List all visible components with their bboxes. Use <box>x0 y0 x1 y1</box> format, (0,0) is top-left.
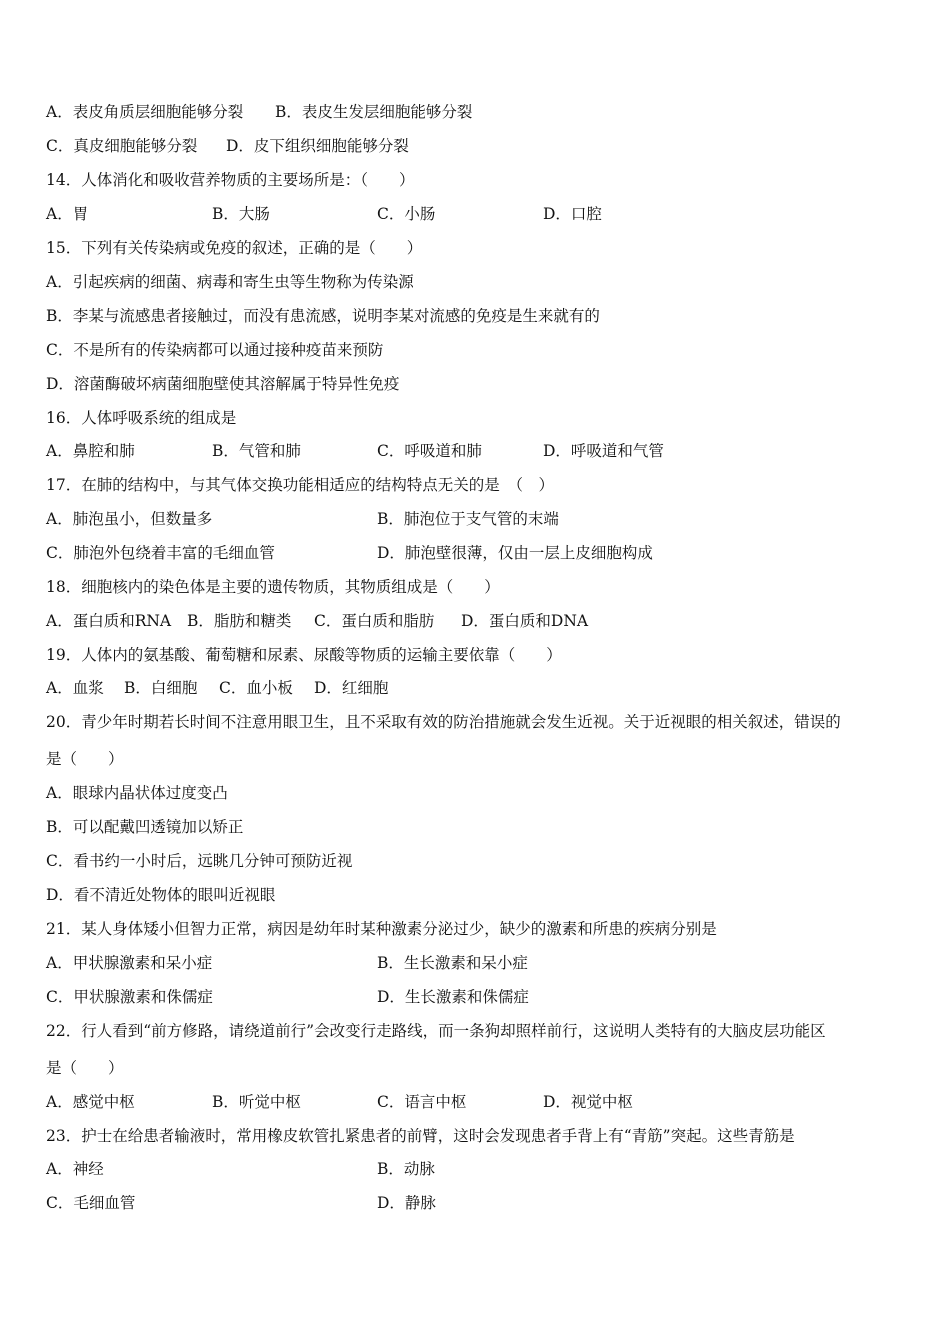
q22-option-c: C．语言中枢 <box>377 1093 467 1111</box>
q23-option-a: A．神经 <box>46 1160 104 1178</box>
q19-option-c: C．血小板 <box>219 679 293 697</box>
q16-option-a: A．鼻腔和肺 <box>46 442 135 460</box>
q18-option-d: D．蛋白质和DNA <box>461 612 589 630</box>
q15-option-b: B．李某与流感患者接触过，而没有患流感，说明李某对流感的免疫是生来就有的 <box>46 307 600 325</box>
q19-option-b: B．白细胞 <box>124 679 198 697</box>
q23-option-d: D．静脉 <box>377 1194 436 1212</box>
q17-option-a: A．肺泡虽小，但数量多 <box>46 510 213 528</box>
q15-option-d: D．溶菌酶破坏病菌细胞壁使其溶解属于特异性免疫 <box>46 375 400 393</box>
q16-option-b: B．气管和肺 <box>212 442 301 460</box>
q14-option-d: D．口腔 <box>543 205 602 223</box>
q17-option-b: B．肺泡位于支气管的末端 <box>377 510 559 528</box>
q21-option-b: B．生长激素和呆小症 <box>377 954 528 972</box>
q19-option-d: D．红细胞 <box>314 679 389 697</box>
q13-option-d: D．皮下组织细胞能够分裂 <box>226 137 409 155</box>
q21-option-c: C．甲状腺激素和侏儒症 <box>46 988 213 1006</box>
q18-stem: 18．细胞核内的染色体是主要的遗传物质，其物质组成是（ ） <box>46 578 500 596</box>
q17-option-d: D．肺泡壁很薄，仅由一层上皮细胞构成 <box>377 544 653 562</box>
q21-stem: 21．某人身体矮小但智力正常，病因是幼年时某种激素分泌过少，缺少的激素和所患的疾病分别是 <box>46 920 717 938</box>
q18-option-b: B．脂肪和糖类 <box>187 612 292 630</box>
q20-option-c: C．看书约一小时后，远眺几分钟可预防近视 <box>46 852 353 870</box>
q20-option-b: B．可以配戴凹透镜加以矫正 <box>46 818 244 836</box>
q13-option-b: B．表皮生发层细胞能够分裂 <box>275 103 473 121</box>
q14-option-b: B．大肠 <box>212 205 270 223</box>
q13-option-a: A．表皮角质层细胞能够分裂 <box>46 103 244 121</box>
q17-stem: 17．在肺的结构中，与其气体交换功能相适应的结构特点无关的是 （ ） <box>46 476 554 494</box>
q20-stem-line1: 20．青少年时期若长时间不注意用眼卫生，且不采取有效的防治措施就会发生近视。关于近视眼的相关叙述，错误的 <box>46 713 841 731</box>
q16-option-c: C．呼吸道和肺 <box>377 442 482 460</box>
q21-option-a: A．甲状腺激素和呆小症 <box>46 954 213 972</box>
q23-stem: 23．护士在给患者输液时，常用橡皮软管扎紧患者的前臂，这时会发现患者手背上有“青筋”突起。这些青筋是 <box>46 1127 795 1145</box>
q13-option-c: C．真皮细胞能够分裂 <box>46 137 198 155</box>
q16-stem: 16．人体呼吸系统的组成是 <box>46 409 237 427</box>
q19-stem: 19．人体内的氨基酸、葡萄糖和尿素、尿酸等物质的运输主要依靠（ ） <box>46 646 562 664</box>
q15-option-c: C．不是所有的传染病都可以通过接种疫苗来预防 <box>46 341 384 359</box>
q22-stem-line2: 是（ ） <box>46 1059 124 1077</box>
q16-option-d: D．呼吸道和气管 <box>543 442 664 460</box>
q22-option-b: B．听觉中枢 <box>212 1093 301 1111</box>
q20-option-d: D．看不清近处物体的眼叫近视眼 <box>46 886 276 904</box>
q15-option-a: A．引起疾病的细菌、病毒和寄生虫等生物称为传染源 <box>46 273 414 291</box>
q17-option-c: C．肺泡外包绕着丰富的毛细血管 <box>46 544 275 562</box>
q20-option-a: A．眼球内晶状体过度变凸 <box>46 784 228 802</box>
q18-option-a: A．蛋白质和RNA <box>46 612 172 630</box>
q14-option-c: C．小肠 <box>377 205 436 223</box>
q21-option-d: D．生长激素和侏儒症 <box>377 988 529 1006</box>
q20-stem-line2: 是（ ） <box>46 750 124 768</box>
q22-stem-line1: 22．行人看到“前方修路，请绕道前行”会改变行走路线，而一条狗却照样前行，这说明人类特有的大脑皮层功能区 <box>46 1022 826 1040</box>
q23-option-b: B．动脉 <box>377 1160 435 1178</box>
q22-option-d: D．视觉中枢 <box>543 1093 633 1111</box>
q14-stem: 14．人体消化和吸收营养物质的主要场所是：（ ） <box>46 171 415 189</box>
q19-option-a: A．血浆 <box>46 679 104 697</box>
q22-option-a: A．感觉中枢 <box>46 1093 135 1111</box>
q23-option-c: C．毛细血管 <box>46 1194 136 1212</box>
q18-option-c: C．蛋白质和脂肪 <box>314 612 435 630</box>
q15-stem: 15．下列有关传染病或免疫的叙述，正确的是（ ） <box>46 239 423 257</box>
q14-option-a: A．胃 <box>46 205 89 223</box>
